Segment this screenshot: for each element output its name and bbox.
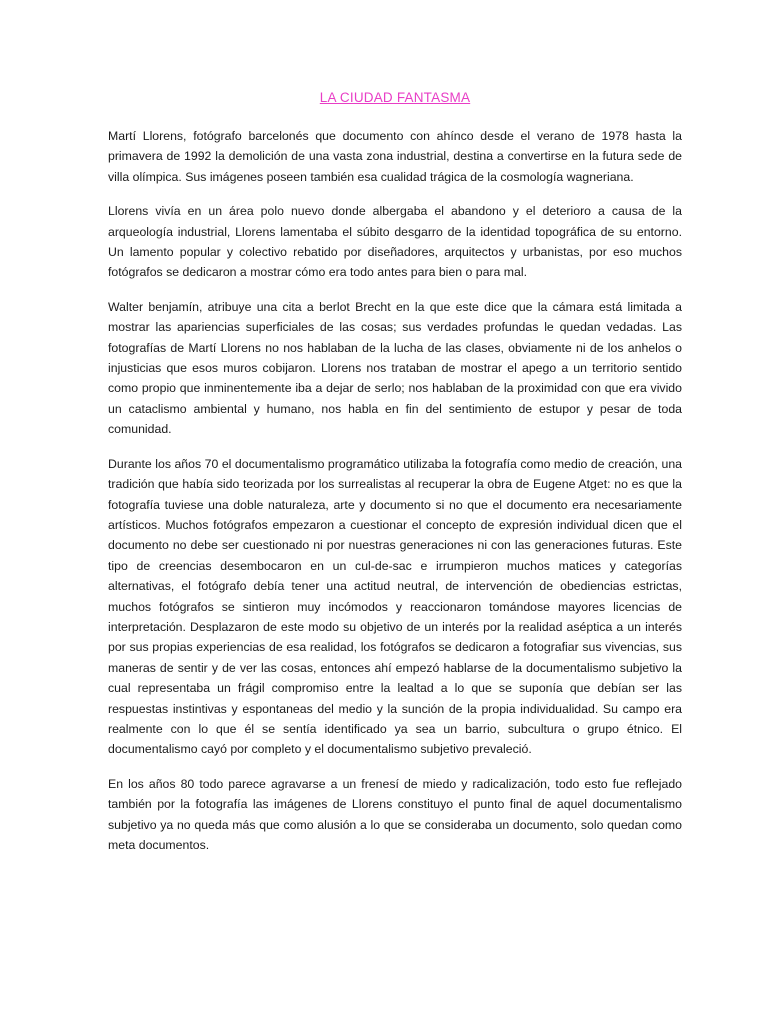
paragraph-4: Durante los años 70 el documentalismo programático utilizaba la fotografía como medio de creación, una tradición que había sido teorizada por los surrealistas al recuperar la obra de Eugene Atget: no es que la fotografía tuviese una doble naturaleza, arte y documento si no que el documento era necesariamente artísticos. Muchos fotógrafos empezaron a cuestionar el concepto de expresión individual dicen que el documento no debe ser cuestionado ni por nuestras generaciones ni con las generaciones futuras. Este tipo de creencias desembocaron en un cul-de-sac e irrumpieron muchos matices y categorías alternativas, el fotógrafo debía tener una actitud neutral, de intervención de obediencias estrictas, muchos fotógrafos se sintieron muy incómodos y reaccionaron tomándose mayores licencias de interpretación. Desplazaron de este modo su objetivo de un interés por la realidad aséptica a un interés por sus propias experiencias de esa realidad, los fotógrafos se dedicaron a fotografiar sus vivencias, sus maneras de sentir y de ver las cosas, entonces ahí empezó hablarse de la documentalismo subjetivo la cual representaba un frágil compromiso entre la lealtad a lo que se suponía que debían ser las respuestas instintivas y espontaneas del medio y la sunción de la propia individualidad. Su campo era realmente con lo que él se sentía identificado ya sea un barrio, subcultura o grupo étnico. El documentalismo cayó por completo y el documentalismo subjetivo prevaleció. bbox=[108, 456, 682, 757]
paragraph-3: Walter benjamín, atribuye una cita a berlot Brecht en la que este dice que la cámara está limitada a mostrar las apariencias superficiales de las cosas; sus verdades profundas le quedan vedadas. Las fotografías de Martí Llorens no nos hablaban de la lucha de las clases, obviamente ni de los anhelos o injusticias que esos muros cobijaron. Llorens nos trataban de mostrar el apego a un territorio sentido como propio que inminentemente iba a dejar de serlo; nos hablaban de la proximidad con que era vivido un cataclismo ambiental y humano, nos habla en fin del sentimiento de estupor y pesar de toda comunidad. bbox=[108, 299, 682, 437]
paragraph-2: Llorens vivía en un área polo nuevo donde albergaba el abandono y el deterioro a causa de la arqueología industrial, Llorens lamentaba el súbito desgarro de la identidad topográfica de su entorno. Un lamento popular y colectivo rebatido por diseñadores, arquitectos y urbanistas, por eso muchos fotógrafos se dedicaron a mostrar cómo era todo antes para bien o para mal. bbox=[108, 204, 682, 280]
page-title: LA CIUDAD FANTASMA bbox=[319, 90, 471, 105]
paragraph-1: Martí Llorens, fotógrafo barcelonés que documento con ahínco desde el verano de 1978 hasta la primavera de 1992 la demolición de una vasta zona industrial, destina a convertirse en la futura sede de villa olímpica. Sus imágenes poseen también esa cualidad trágica de la cosmología wagneriana. bbox=[108, 129, 682, 184]
paragraph-5: En los años 80 todo parece agravarse a un frenesí de miedo y radicalización, todo esto fue reflejado también por la fotografía las imágenes de Llorens constituyo el punto final de aquel documentalismo subjetivo ya no queda más que como alusión a lo que se consideraba un documento, solo quedan como meta documentos. bbox=[108, 776, 682, 852]
